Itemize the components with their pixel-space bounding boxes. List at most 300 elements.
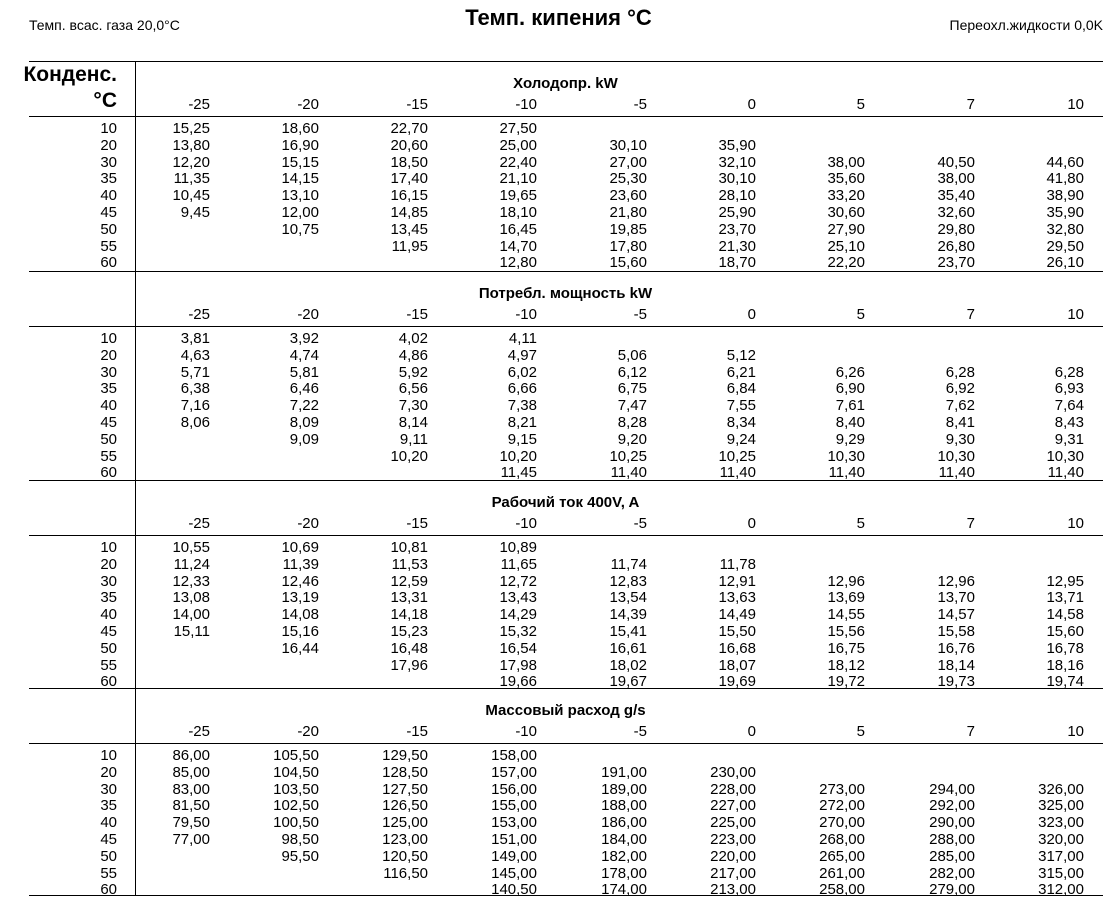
- table-cell: 11,24: [173, 555, 210, 573]
- table-cell: 27,50: [499, 120, 537, 137]
- table-cell: 95,50: [281, 847, 319, 865]
- table-cell: 8,09: [289, 414, 319, 431]
- table-cell: 12,96: [937, 572, 975, 590]
- table-cell: 18,14: [937, 656, 975, 674]
- column-header-evap-temp: -25: [188, 306, 210, 323]
- condensing-temp-label: [10, 62, 117, 114]
- table-cell: 12,59: [390, 572, 428, 590]
- table-cell: 11,40: [828, 464, 865, 482]
- table-cell: 228,00: [710, 780, 756, 798]
- column-header-evap-temp: 10: [1067, 96, 1084, 113]
- table-cell: 19,65: [499, 187, 537, 205]
- column-header-evap-temp: 10: [1067, 723, 1084, 740]
- table-cell: 288,00: [929, 831, 975, 848]
- table-cell: 10,30: [937, 447, 975, 465]
- table-cell: 14,58: [1046, 606, 1084, 624]
- table-cell: 16,78: [1046, 639, 1084, 657]
- table-cell: 12,83: [609, 572, 647, 590]
- table-cell: 12,00: [281, 204, 319, 221]
- table-cell: 17,40: [390, 170, 428, 188]
- table-cell: 16,75: [827, 639, 865, 657]
- table-cell: 120,50: [382, 847, 428, 865]
- table-cell: 38,00: [937, 170, 975, 188]
- table-cell: 14,08: [281, 606, 319, 624]
- table-cell: 15,60: [609, 254, 647, 272]
- table-cell: 22,40: [499, 153, 537, 171]
- table-cell: 17,98: [499, 656, 537, 674]
- table-cell: 6,46: [289, 380, 319, 398]
- table-cell: 8,43: [1054, 414, 1084, 431]
- table-cell: 223,00: [710, 831, 756, 848]
- column-header-evap-temp: 0: [747, 515, 756, 532]
- table-cell: 182,00: [601, 847, 647, 865]
- section-header-border: [29, 743, 1103, 744]
- section-top-border: [29, 688, 1103, 689]
- table-cell: 12,33: [172, 572, 210, 590]
- table-cell: 11,95: [391, 237, 428, 255]
- table-cell: 18,50: [390, 153, 428, 171]
- table-cell: 5,71: [180, 363, 210, 381]
- table-cell: 19,69: [718, 673, 756, 691]
- table-cell: 15,23: [390, 623, 428, 640]
- column-header-evap-temp: -5: [633, 96, 647, 113]
- column-header-evap-temp: 7: [966, 306, 975, 323]
- table-cell: 7,61: [835, 397, 865, 415]
- table-cell: 38,00: [827, 153, 865, 171]
- table-cell: 13,80: [172, 136, 210, 154]
- table-cell: 19,73: [937, 673, 975, 691]
- table-cell: 191,00: [601, 763, 647, 781]
- table-cell: 16,54: [499, 639, 537, 657]
- table-cell: 18,12: [827, 656, 865, 674]
- row-label-cond-temp: 45: [100, 831, 117, 848]
- column-header-evap-temp: 5: [856, 306, 865, 323]
- table-cell: 323,00: [1038, 814, 1084, 832]
- table-cell: 317,00: [1038, 847, 1084, 865]
- table-cell: 19,72: [827, 673, 865, 691]
- table-cell: 16,68: [718, 639, 756, 657]
- table-cell: 14,55: [827, 606, 865, 624]
- table-cell: 17,80: [609, 237, 647, 255]
- column-header-evap-temp: 10: [1067, 306, 1084, 323]
- table-cell: 4,86: [398, 346, 428, 364]
- table-cell: 81,50: [172, 797, 210, 815]
- row-label-cond-temp: 45: [100, 204, 117, 221]
- table-cell: 4,02: [398, 330, 428, 347]
- table-cell: 15,41: [609, 623, 647, 640]
- row-label-cond-temp: 60: [100, 254, 117, 272]
- table-cell: 32,80: [1046, 220, 1084, 238]
- column-header-evap-temp: -15: [406, 96, 428, 113]
- column-header-evap-temp: 7: [966, 515, 975, 532]
- table-cell: 140,50: [491, 881, 537, 899]
- table-cell: 8,14: [398, 414, 428, 431]
- row-label-cond-temp: 30: [100, 153, 117, 171]
- table-cell: 6,90: [835, 380, 865, 398]
- table-cell: 5,92: [398, 363, 428, 381]
- row-label-cond-temp: 40: [100, 187, 117, 205]
- table-cell: 217,00: [710, 864, 756, 882]
- table-cell: 8,28: [617, 414, 647, 431]
- column-header-evap-temp: 0: [747, 723, 756, 740]
- table-cell: 9,45: [180, 204, 210, 221]
- table-cell: 13,69: [827, 589, 865, 607]
- table-cell: 227,00: [710, 797, 756, 815]
- table-cell: 22,20: [827, 254, 865, 272]
- table-cell: 105,50: [273, 747, 319, 764]
- table-cell: 273,00: [819, 780, 865, 798]
- table-cell: 312,00: [1038, 881, 1084, 899]
- row-label-cond-temp: 35: [100, 380, 117, 398]
- table-cell: 77,00: [172, 831, 210, 848]
- page-title: Темп. кипения °C: [465, 5, 652, 30]
- table-cell: 21,80: [609, 204, 647, 221]
- table-cell: 11,40: [610, 464, 647, 482]
- table-cell: 8,34: [726, 414, 756, 431]
- table-cell: 12,95: [1046, 572, 1084, 590]
- table-cell: 315,00: [1038, 864, 1084, 882]
- row-label-cond-temp: 60: [100, 464, 117, 482]
- table-cell: 13,71: [1046, 589, 1084, 607]
- table-cell: 270,00: [819, 814, 865, 832]
- table-cell: 23,70: [718, 220, 756, 238]
- table-cell: 145,00: [491, 864, 537, 882]
- table-cell: 35,60: [827, 170, 865, 188]
- table-cell: 6,02: [507, 363, 537, 381]
- column-header-evap-temp: -25: [188, 515, 210, 532]
- table-cell: 29,80: [937, 220, 975, 238]
- table-cell: 158,00: [491, 747, 537, 764]
- condensing-temp-label-line2: °C: [93, 89, 117, 112]
- table-cell: 25,10: [827, 237, 865, 255]
- table-cell: 21,30: [718, 237, 756, 255]
- table-cell: 282,00: [929, 864, 975, 882]
- table-cell: 149,00: [491, 847, 537, 865]
- row-label-cond-temp: 50: [100, 430, 117, 448]
- row-label-cond-temp: 60: [100, 673, 117, 691]
- table-cell: 123,00: [382, 831, 428, 848]
- table-cell: 15,11: [173, 623, 210, 640]
- table-cell: 279,00: [929, 881, 975, 899]
- column-header-evap-temp: -20: [297, 723, 319, 740]
- table-cell: 19,67: [609, 673, 647, 691]
- row-label-cond-temp: 35: [100, 797, 117, 815]
- row-label-cond-temp: 10: [100, 120, 117, 137]
- section-header-border: [29, 535, 1103, 536]
- table-cell: 16,61: [609, 639, 647, 657]
- table-cell: 325,00: [1038, 797, 1084, 815]
- table-cell: 11,39: [282, 555, 319, 573]
- column-header-evap-temp: -5: [633, 723, 647, 740]
- table-cell: 79,50: [172, 814, 210, 832]
- section-title: Рабочий ток 400V, A: [491, 494, 640, 511]
- column-header-evap-temp: -10: [515, 515, 537, 532]
- table-cell: 189,00: [601, 780, 647, 798]
- table-cell: 25,00: [499, 136, 537, 154]
- column-header-evap-temp: -15: [406, 515, 428, 532]
- table-cell: 11,78: [719, 555, 756, 573]
- table-cell: 12,80: [499, 254, 537, 272]
- table-cell: 155,00: [491, 797, 537, 815]
- table-cell: 11,65: [500, 555, 537, 573]
- row-label-cond-temp: 30: [100, 780, 117, 798]
- table-cell: 35,90: [718, 136, 756, 154]
- table-cell: 184,00: [601, 831, 647, 848]
- row-label-cond-temp: 10: [100, 330, 117, 347]
- condensing-temp-label-line1: Конденс.: [23, 63, 117, 86]
- table-cell: 4,97: [507, 346, 537, 364]
- table-cell: 18,70: [718, 254, 756, 272]
- row-label-cond-temp: 20: [100, 763, 117, 781]
- column-header-evap-temp: -20: [297, 515, 319, 532]
- table-cell: 38,90: [1046, 187, 1084, 205]
- table-cell: 6,92: [945, 380, 975, 398]
- table-cell: 4,63: [180, 346, 210, 364]
- column-header-evap-temp: -20: [297, 96, 319, 113]
- table-cell: 6,93: [1054, 380, 1084, 398]
- table-cell: 27,90: [827, 220, 865, 238]
- table-cell: 16,76: [937, 639, 975, 657]
- table-cell: 12,91: [718, 572, 756, 590]
- table-cell: 19,66: [499, 673, 537, 691]
- section-header-border: [29, 116, 1103, 117]
- column-header-evap-temp: -5: [633, 306, 647, 323]
- table-cell: 268,00: [819, 831, 865, 848]
- table-cell: 19,85: [609, 220, 647, 238]
- table-cell: 21,10: [499, 170, 537, 188]
- table-cell: 10,25: [609, 447, 647, 465]
- table-cell: 14,29: [499, 606, 537, 624]
- table-cell: 13,08: [172, 589, 210, 607]
- column-header-evap-temp: 5: [856, 96, 865, 113]
- table-cell: 6,84: [726, 380, 756, 398]
- table-cell: 272,00: [819, 797, 865, 815]
- table-cell: 10,69: [281, 539, 319, 556]
- table-cell: 15,50: [718, 623, 756, 640]
- table-cell: 15,15: [281, 153, 319, 171]
- row-label-cond-temp: 45: [100, 623, 117, 640]
- table-cell: 16,90: [281, 136, 319, 154]
- table-cell: 35,90: [1046, 204, 1084, 221]
- row-label-cond-temp: 20: [100, 346, 117, 364]
- table-cell: 153,00: [491, 814, 537, 832]
- table-cell: 16,45: [499, 220, 537, 238]
- table-cell: 3,81: [180, 330, 210, 347]
- table-cell: 103,50: [273, 780, 319, 798]
- table-bottom-border: [29, 895, 1103, 896]
- table-cell: 11,40: [1047, 464, 1084, 482]
- table-cell: 15,16: [281, 623, 319, 640]
- table-cell: 10,20: [499, 447, 537, 465]
- table-cell: 32,60: [937, 204, 975, 221]
- section-title: Массовый расход g/s: [485, 702, 646, 719]
- table-cell: 13,10: [281, 187, 319, 205]
- table-cell: 20,60: [390, 136, 428, 154]
- table-cell: 26,80: [937, 237, 975, 255]
- table-cell: 6,75: [617, 380, 647, 398]
- row-label-cond-temp: 55: [100, 864, 117, 882]
- table-cell: 11,40: [938, 464, 975, 482]
- table-cell: 290,00: [929, 814, 975, 832]
- column-header-evap-temp: -10: [515, 96, 537, 113]
- table-cell: 225,00: [710, 814, 756, 832]
- table-cell: 292,00: [929, 797, 975, 815]
- column-header-evap-temp: -15: [406, 723, 428, 740]
- table-cell: 16,44: [281, 639, 319, 657]
- table-cell: 83,00: [172, 780, 210, 798]
- row-label-cond-temp: 35: [100, 170, 117, 188]
- table-cell: 294,00: [929, 780, 975, 798]
- column-header-evap-temp: -20: [297, 306, 319, 323]
- column-header-evap-temp: 0: [747, 306, 756, 323]
- table-cell: 6,38: [180, 380, 210, 398]
- table-cell: 13,54: [609, 589, 647, 607]
- table-cell: 10,45: [172, 187, 210, 205]
- table-cell: 6,66: [507, 380, 537, 398]
- table-cell: 7,22: [289, 397, 319, 415]
- column-header-evap-temp: -25: [188, 96, 210, 113]
- section-header-border: [29, 326, 1103, 327]
- column-header-evap-temp: 5: [856, 515, 865, 532]
- table-cell: 86,00: [172, 747, 210, 764]
- table-cell: 8,21: [507, 414, 537, 431]
- column-header-evap-temp: 5: [856, 723, 865, 740]
- row-label-cond-temp: 20: [100, 555, 117, 573]
- section-top-border: [29, 61, 1103, 62]
- table-cell: 12,96: [827, 572, 865, 590]
- table-cell: 25,30: [609, 170, 647, 188]
- table-cell: 26,10: [1046, 254, 1084, 272]
- table-cell: 23,70: [937, 254, 975, 272]
- table-cell: 14,18: [390, 606, 428, 624]
- table-cell: 11,74: [610, 555, 647, 573]
- table-cell: 151,00: [491, 831, 537, 848]
- table-cell: 7,38: [507, 397, 537, 415]
- table-cell: 44,60: [1046, 153, 1084, 171]
- row-label-cond-temp: 30: [100, 572, 117, 590]
- table-cell: 4,11: [508, 330, 537, 347]
- table-cell: 8,40: [835, 414, 865, 431]
- table-cell: 5,12: [726, 346, 756, 364]
- table-cell: 10,30: [1046, 447, 1084, 465]
- table-cell: 102,50: [273, 797, 319, 815]
- table-cell: 18,02: [609, 656, 647, 674]
- table-cell: 35,40: [937, 187, 975, 205]
- table-cell: 41,80: [1046, 170, 1084, 188]
- table-cell: 174,00: [601, 881, 647, 899]
- table-cell: 6,28: [1054, 363, 1084, 381]
- table-cell: 8,41: [945, 414, 975, 431]
- table-cell: 27,00: [609, 153, 647, 171]
- table-cell: 11,53: [391, 555, 428, 573]
- table-cell: 213,00: [710, 881, 756, 899]
- table-cell: 126,50: [382, 797, 428, 815]
- subcooling-label: Переохл.жидкости 0,0K: [949, 17, 1103, 33]
- table-cell: 10,81: [390, 539, 428, 556]
- section-title: Потребл. мощность kW: [478, 285, 653, 302]
- table-cell: 265,00: [819, 847, 865, 865]
- table-cell: 13,70: [937, 589, 975, 607]
- table-cell: 6,56: [398, 380, 428, 398]
- table-cell: 12,20: [172, 153, 210, 171]
- table-cell: 157,00: [491, 763, 537, 781]
- row-label-cond-temp: 30: [100, 363, 117, 381]
- table-cell: 10,25: [718, 447, 756, 465]
- table-cell: 10,55: [172, 539, 210, 556]
- table-cell: 13,43: [499, 589, 537, 607]
- table-cell: 40,50: [937, 153, 975, 171]
- table-cell: 9,20: [617, 430, 647, 448]
- section-top-border: [29, 271, 1103, 272]
- column-header-evap-temp: -10: [515, 723, 537, 740]
- table-cell: 9,15: [507, 430, 537, 448]
- table-cell: 14,85: [390, 204, 428, 221]
- table-cell: 100,50: [273, 814, 319, 832]
- table-cell: 13,63: [718, 589, 756, 607]
- table-cell: 18,10: [499, 204, 537, 221]
- row-label-cond-temp: 35: [100, 589, 117, 607]
- table-cell: 15,25: [172, 120, 210, 137]
- table-cell: 128,50: [382, 763, 428, 781]
- table-cell: 10,20: [390, 447, 428, 465]
- table-cell: 11,45: [500, 464, 537, 482]
- table-cell: 7,62: [945, 397, 975, 415]
- table-cell: 220,00: [710, 847, 756, 865]
- table-cell: 326,00: [1038, 780, 1084, 798]
- column-header-evap-temp: 7: [966, 723, 975, 740]
- table-cell: 16,15: [390, 187, 428, 205]
- table-cell: 32,10: [718, 153, 756, 171]
- column-header-evap-temp: -10: [515, 306, 537, 323]
- table-cell: 6,28: [945, 363, 975, 381]
- row-label-cond-temp: 50: [100, 220, 117, 238]
- table-cell: 30,10: [609, 136, 647, 154]
- table-cell: 3,92: [289, 330, 319, 347]
- table-cell: 30,10: [718, 170, 756, 188]
- table-cell: 9,24: [726, 430, 756, 448]
- table-cell: 178,00: [601, 864, 647, 882]
- column-header-evap-temp: 7: [966, 96, 975, 113]
- row-label-cond-temp: 45: [100, 414, 117, 431]
- table-cell: 7,64: [1054, 397, 1084, 415]
- table-cell: 5,81: [289, 363, 319, 381]
- table-cell: 11,40: [719, 464, 756, 482]
- table-cell: 127,50: [382, 780, 428, 798]
- table-cell: 8,06: [180, 414, 210, 431]
- table-cell: 7,16: [180, 397, 210, 415]
- row-label-cond-temp: 20: [100, 136, 117, 154]
- row-label-cond-temp: 10: [100, 747, 117, 764]
- table-cell: 29,50: [1046, 237, 1084, 255]
- table-cell: 188,00: [601, 797, 647, 815]
- table-cell: 14,57: [937, 606, 975, 624]
- table-cell: 186,00: [601, 814, 647, 832]
- table-cell: 85,00: [172, 763, 210, 781]
- table-cell: 9,29: [835, 430, 865, 448]
- row-label-cond-temp: 40: [100, 397, 117, 415]
- section-top-border: [29, 480, 1103, 481]
- table-cell: 156,00: [491, 780, 537, 798]
- table-cell: 104,50: [273, 763, 319, 781]
- row-label-cond-temp: 60: [100, 881, 117, 899]
- table-cell: 14,00: [172, 606, 210, 624]
- table-cell: 13,19: [281, 589, 319, 607]
- table-cell: 14,15: [281, 170, 319, 188]
- table-cell: 12,46: [281, 572, 319, 590]
- row-label-cond-temp: 10: [100, 539, 117, 556]
- table-cell: 18,60: [281, 120, 319, 137]
- table-cell: 7,47: [617, 397, 647, 415]
